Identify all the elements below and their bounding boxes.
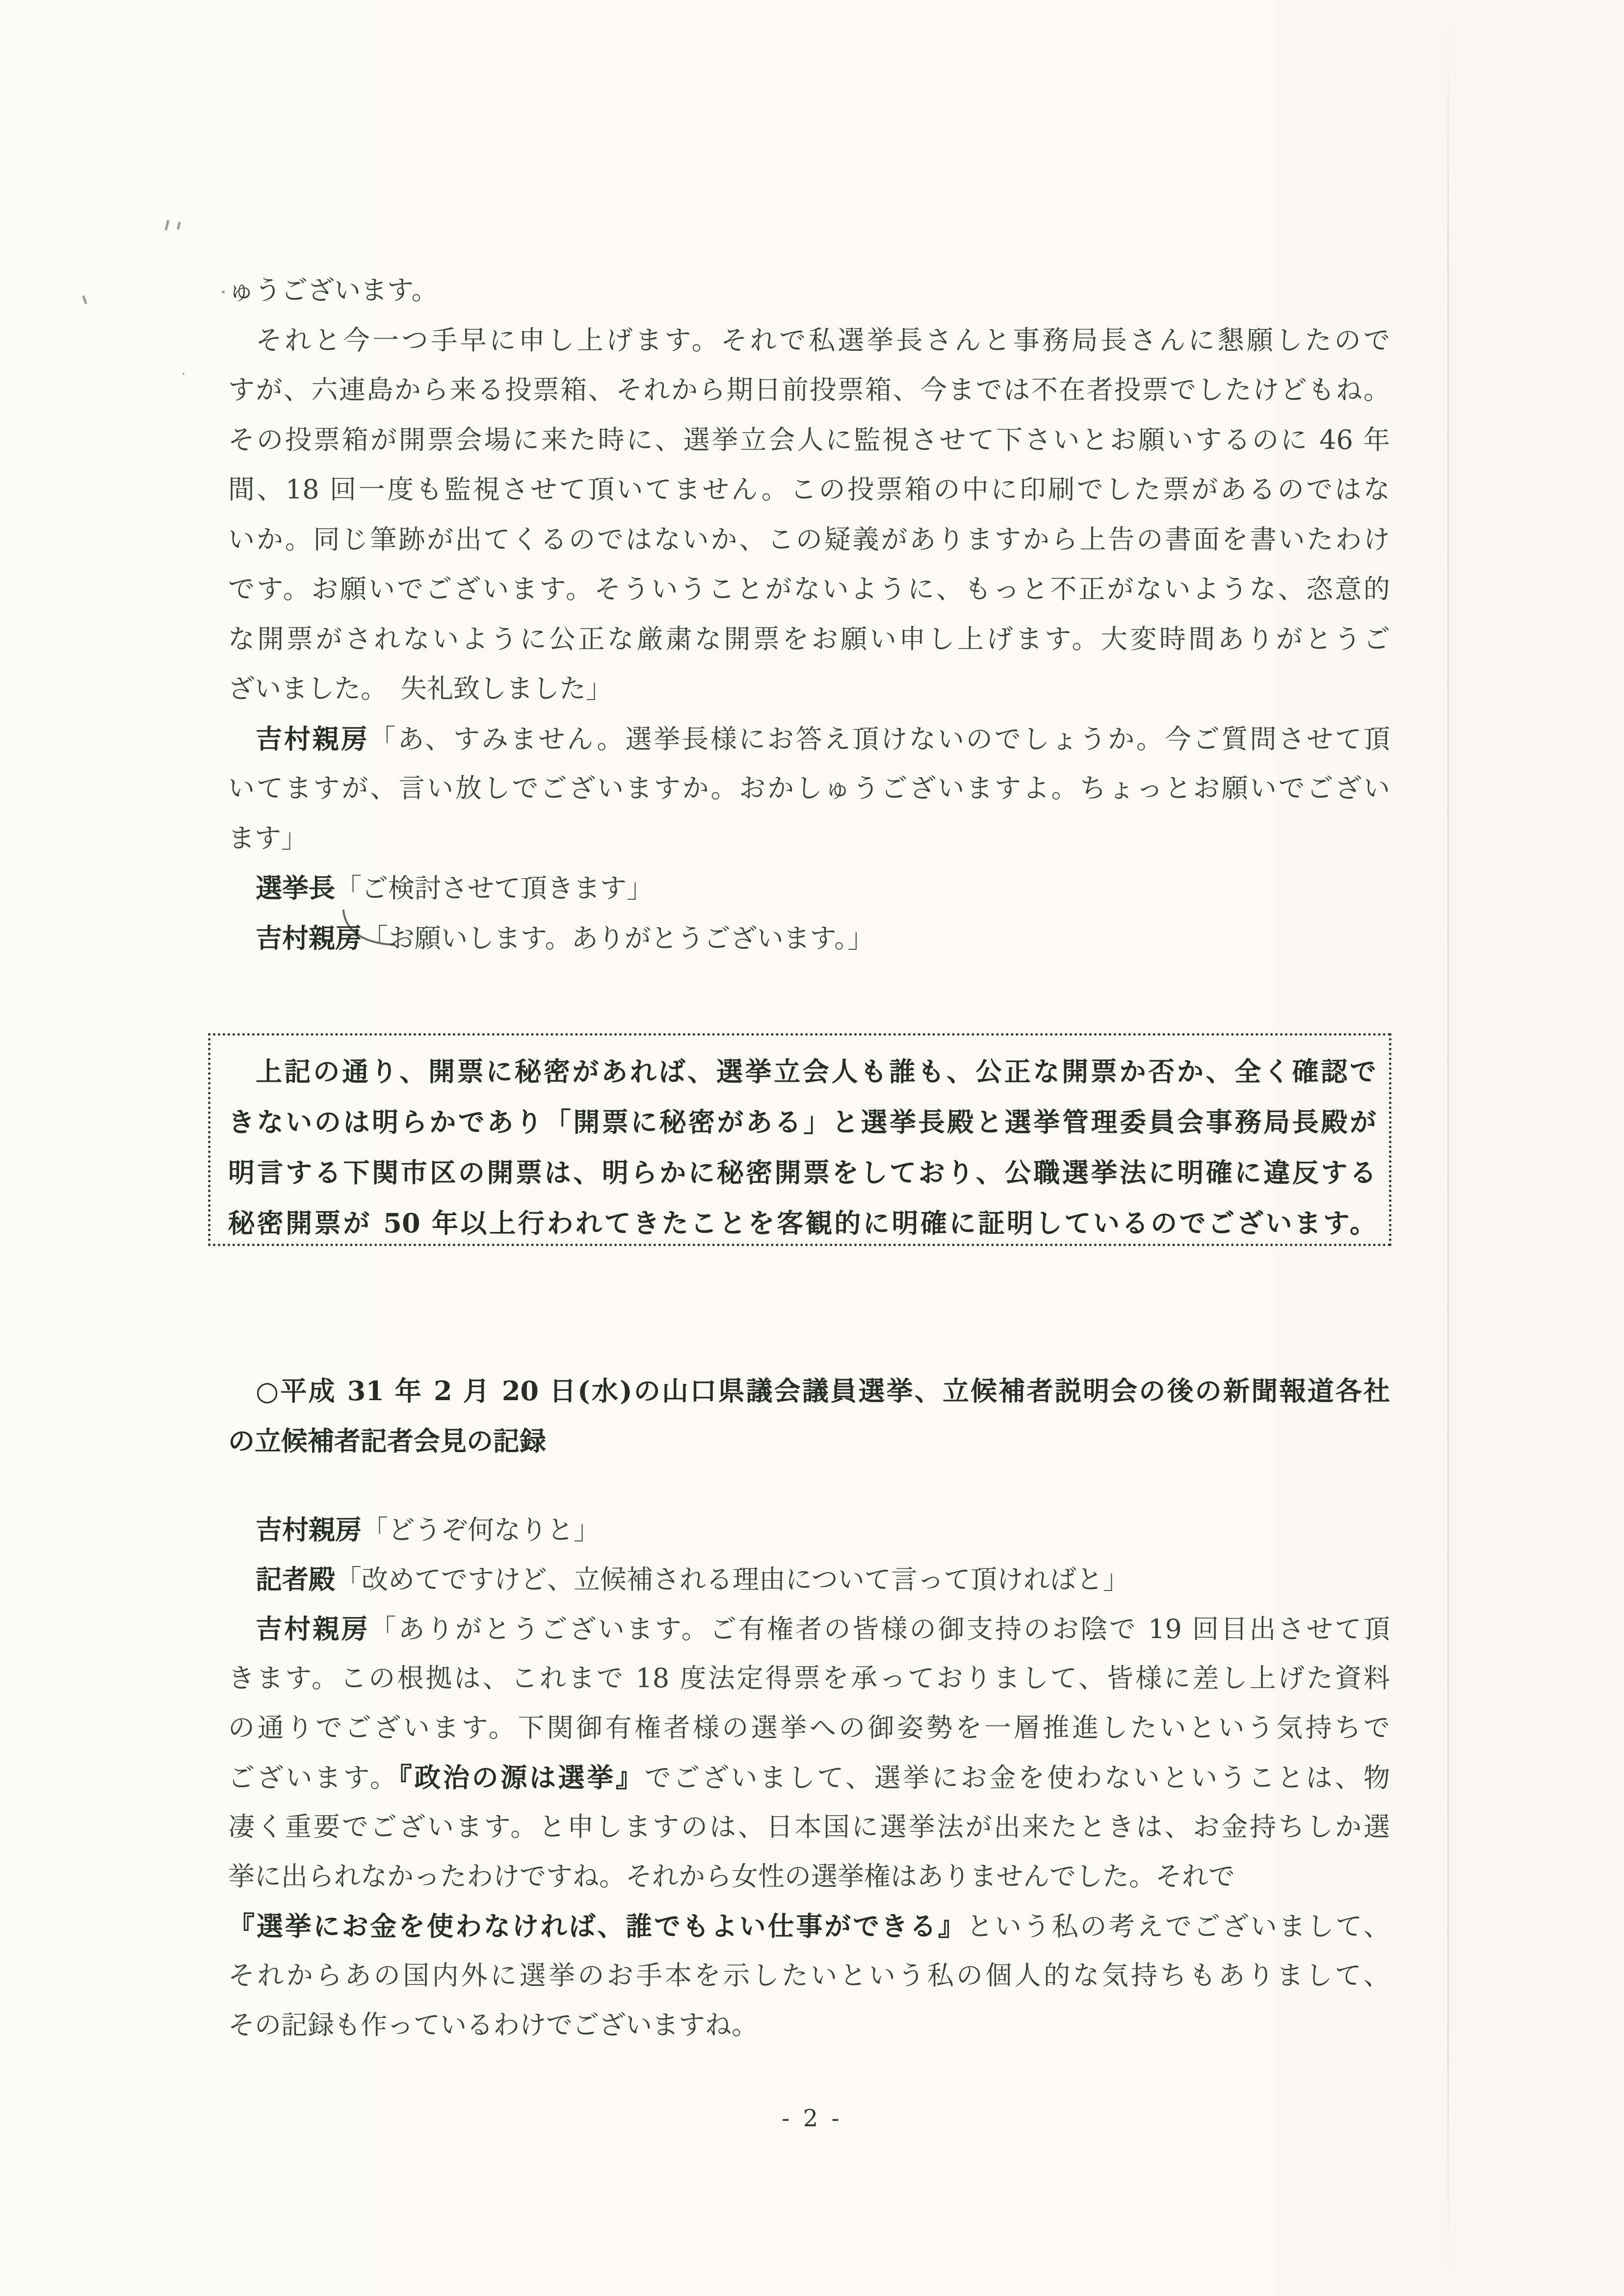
dialogue-line — [228, 1661, 1390, 1696]
dialogue-text: 「どうぞ何なりと」 — [362, 1514, 600, 1545]
page-number: - 2 - — [782, 2105, 842, 2132]
ink-speck — [164, 220, 169, 231]
dialogue-line — [228, 1810, 1390, 1844]
dialogue-line — [228, 1513, 1390, 1547]
dialogue-line — [228, 1612, 1390, 1646]
statement-line — [228, 373, 1390, 407]
statement-text: 間、18 回一度も監視させて頂いてません。この投票箱の中に印刷でした票があるのではな — [228, 474, 1390, 505]
box-line-text: きないのは明らかであり「開票に秘密がある」と選挙長殿と選挙管理委員会事務局長殿が — [228, 1106, 1376, 1138]
speaker-name: 吉村親房 — [256, 922, 362, 954]
dialogue-text: でございまして、選挙にお金を使わないということは、物 — [644, 1762, 1390, 1793]
box-line — [228, 1155, 1376, 1190]
statement-line — [228, 622, 1390, 656]
dialogue-line — [228, 921, 1390, 956]
dialogue-line — [228, 1760, 1390, 1795]
statement-line — [228, 472, 1390, 507]
dialogue-text: ます」 — [228, 823, 308, 854]
speaker-name: 記者殿 — [256, 1564, 335, 1595]
box-line-text: 秘密開票が 50 年以上行われてきたことを客観的に明確に証明しているのでございます。 — [228, 1207, 1376, 1239]
section-heading-line-2 — [228, 1424, 1390, 1458]
ink-speck — [82, 295, 87, 305]
speaker-name: 吉村親房 — [256, 1514, 362, 1545]
box-line — [228, 1105, 1376, 1139]
dialogue-line — [228, 722, 1390, 757]
dialogue-line — [228, 1562, 1390, 1597]
dialogue-text: 「ありがとうございます。ご有権者の皆様の御支持のお陰で 19 回目出させて頂 — [369, 1614, 1390, 1644]
speaker-name: 吉村親房 — [256, 723, 369, 755]
dialogue-text: 凄く重要でございます。と申しますのは、日本国に選挙法が出来たときは、お金持ちしか選 — [228, 1811, 1390, 1842]
dialogue-line — [228, 771, 1390, 806]
section-heading-text: の立候補者記者会見の記録 — [228, 1425, 546, 1457]
boxed-summary-note — [208, 1033, 1391, 1246]
dialogue-text: 「ご検討させて頂きます」 — [335, 873, 653, 904]
statement-line — [228, 323, 1390, 358]
dialogue-text: ございます。 — [228, 1762, 399, 1793]
carryover-text: ゅうございます。 — [228, 275, 438, 306]
box-line-text: 明言する下関市区の開票は、明らかに秘密開票をしており、公職選挙法に明確に違反する — [228, 1157, 1376, 1188]
statement-text: すが、六連島から来る投票箱、それから期日前投票箱、今までは不在者投票でしたけどもね。 — [228, 374, 1390, 405]
speaker-name: 選挙長 — [256, 872, 335, 904]
bold-quote: 『政治の源は選挙』 — [398, 1762, 645, 1793]
statement-line — [228, 522, 1390, 557]
scan-fold-line — [1447, 0, 1449, 2296]
dialogue-text: きます。この根拠は、これまで 18 度法定得票を承っておりまして、皆様に差し上げた資料 — [228, 1663, 1390, 1694]
statement-text: いか。同じ筆跡が出てくるのではないか、この疑義がありますから上告の書面を書いたわけ — [228, 524, 1390, 555]
dialogue-line — [228, 1711, 1390, 1745]
section-heading-text: ○平成 31 年 2 月 20 日(水)の山口県議会議員選挙、立候補者説明会の後の新聞報道各社 — [256, 1375, 1390, 1407]
box-line — [228, 1054, 1376, 1089]
statement-line — [228, 572, 1390, 606]
box-line — [228, 1206, 1376, 1240]
dialogue-line — [228, 1859, 1390, 1894]
section-heading-line-1 — [228, 1374, 1390, 1408]
dialogue-line — [228, 2008, 1390, 2042]
dialogue-line — [228, 871, 1390, 906]
carryover-line — [228, 273, 1390, 308]
statement-text: それと今一つ手早に申し上げます。それで私選挙長さんと事務局長さんに懇願したので — [256, 325, 1390, 356]
dialogue-line — [228, 821, 1390, 856]
dialogue-text: の通りでございます。下関御有権者様の選挙への御姿勢を一層推進したいという気持ちで — [228, 1712, 1390, 1743]
dialogue-text: 「あ、すみません。選挙長様にお答え頂けないのでしょうか。今ご質問させて頂 — [369, 724, 1390, 755]
statement-text: その投票箱が開票会場に来た時に、選挙立会人に監視させて下さいとお願いするのに 46 年 — [228, 424, 1390, 455]
bold-quote: 『選挙にお金を使わなければ、誰でもよい仕事ができる』 — [228, 1910, 967, 1942]
statement-text: な開票がされないように公正な厳粛な開票をお願い申し上げます。大変時間ありがとうご — [228, 624, 1390, 654]
dialogue-text: いてますが、言い放しでございますか。おかしゅうございますよ。ちょっとお願いでござい — [228, 773, 1390, 804]
statement-text: ざいました。 失礼致しました」 — [228, 673, 612, 704]
ink-speck — [177, 222, 181, 230]
dialogue-text: 「改めてですけど、立候補される理由について言って頂ければと」 — [335, 1564, 1129, 1595]
statement-text: です。お願いでございます。そういうことがないように、もっと不正がないような、恣意的 — [228, 574, 1390, 604]
dialogue-text: 「お願いします。ありがとうございます。」 — [362, 923, 874, 954]
box-line-text: 上記の通り、開票に秘密があれば、選挙立会人も誰も、公正な開票か否か、全く確認で — [256, 1056, 1376, 1087]
dialogue-text: という私の考えでございまして、 — [966, 1911, 1390, 1942]
speaker-name: 吉村親房 — [256, 1613, 370, 1644]
dialogue-text: 挙に出られなかったわけですね。それから女性の選挙権はありませんでした。それで — [228, 1861, 1235, 1892]
statement-line — [228, 672, 1390, 706]
dialogue-line — [228, 1958, 1390, 1993]
ink-speck — [222, 290, 225, 293]
dialogue-line — [228, 1909, 1390, 1944]
dialogue-text: それからあの国内外に選挙のお手本を示したいという私の個人的な気持ちもありまして、 — [228, 1960, 1390, 1991]
dialogue-text: その記録も作っているわけでございますね。 — [228, 2009, 758, 2040]
statement-line — [228, 423, 1390, 457]
ink-speck — [183, 373, 184, 375]
